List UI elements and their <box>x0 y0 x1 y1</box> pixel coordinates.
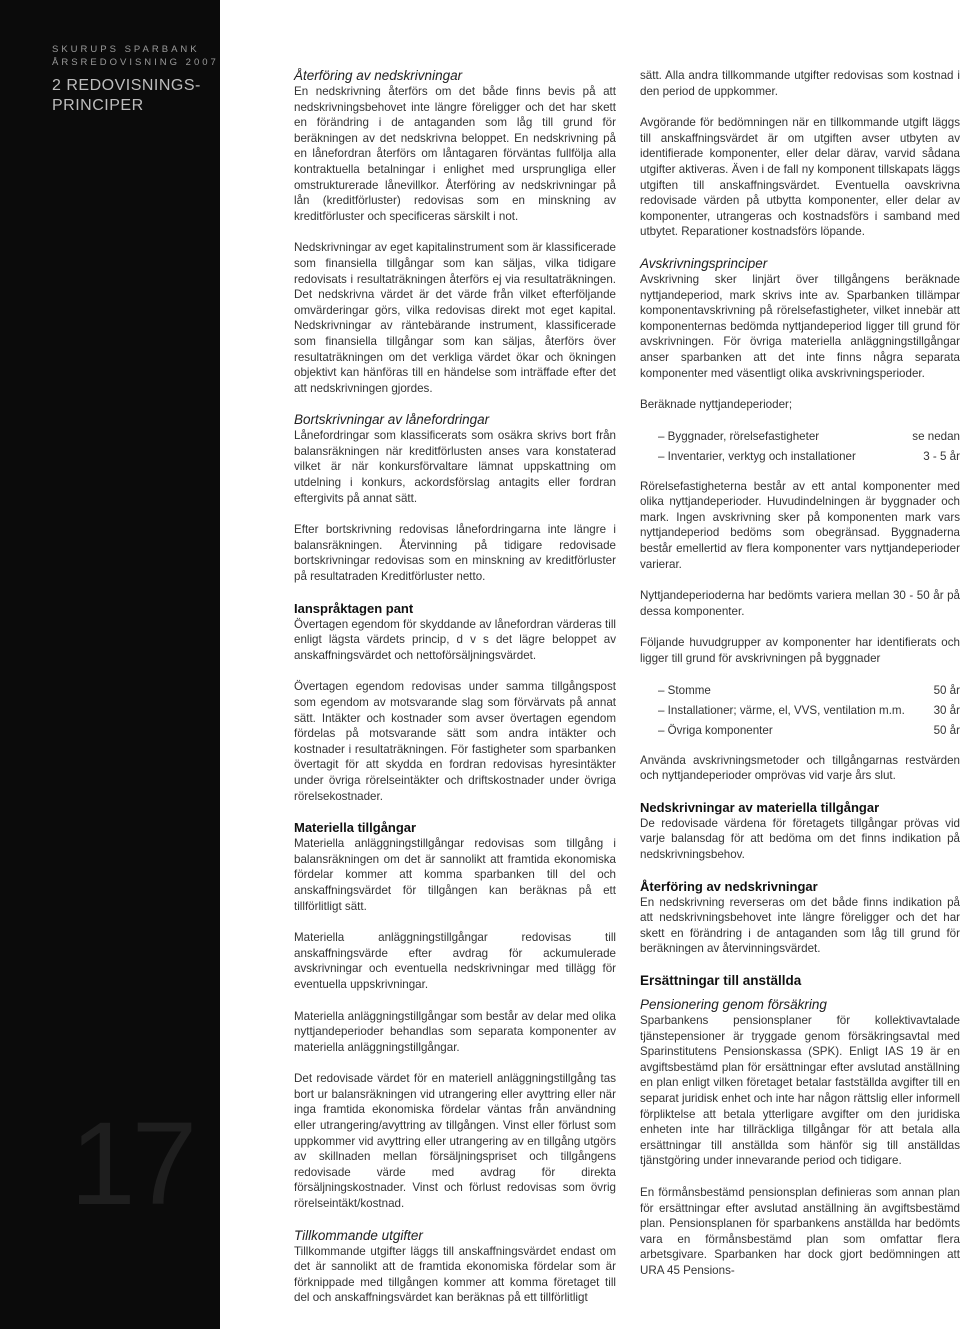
paragraph: Materiella anläggningstillgångar som består av delar med olika nyttjandeperioder behandlas som separata komponenter av materiella anläggningstillgångar. <box>294 1009 616 1054</box>
paragraph: Använda avskrivningsmetoder och tillgångarnas restvärden och nyttjandeperioder omprövas vid varje års slut. <box>640 753 960 783</box>
heading-aterforing-nedskrivningar: Återföring av nedskrivningar <box>294 68 463 83</box>
page-number: 17 <box>70 1098 194 1230</box>
chapter-title-line2: PRINCIPER <box>52 97 144 114</box>
paragraph: sätt. Alla andra tillkommande utgifter redovisas som kostnad i den period de uppkommer. <box>640 69 960 98</box>
paragraph: Lånefordringar som klassificerats som osäkra skrivs bort från balansräkningen när kreditförlusten anses vara konstaterad vilket är när konkursförvaltare lämnat uppskattning om utdelning i konkurs, ackordsförslag antagits eller fordran eftergivits på annat sätt. <box>294 429 616 505</box>
chapter-title-line1: 2 REDOVISNINGS- <box>52 77 201 94</box>
list-item <box>640 703 960 719</box>
list-item-label: – Inventarier, verktyg och installationer <box>658 449 856 463</box>
heading-bortskrivningar: Bortskrivningar av lånefordringar <box>294 412 490 428</box>
list-item-label: – Övriga komponenter <box>658 723 773 737</box>
heading-ersattningar-anstallda: Ersättningar till anställda <box>640 972 802 988</box>
paragraph: De redovisade värdena för företagets tillgångar prövas vid varje balansdag för att bedöma om det finns indikation på nedskrivningsbehov. <box>640 816 960 861</box>
heading-aterforing-nedskrivningar-2: Återföring av nedskrivningar <box>640 878 818 894</box>
heading-tillkommande-utgifter: Tillkommande utgifter <box>294 1227 423 1243</box>
list-item-value: 3 - 5 år <box>923 449 960 463</box>
heading-materiella-tillgangar: Materiella tillgångar <box>294 820 417 836</box>
list-item-value: se nedan <box>912 429 960 443</box>
paragraph: Nedskrivningar av eget kapitalinstrument som är klassificerade som finansiella tillgångar som kan säljas, vilka tidigare redovisats i resultaträkningen återförs ej via resultaträkningen. Det nedskrivna värdet är det värde från vilket efterföljande omvärderingar görs, vilka redovisas direkt mot eget kapital. Nedskrivningar av räntebärande instrument, klassificerade som finansiella tillgångar som kan säljas, återförs över resultaträkningen om det verkliga värdet ökar och ökningen objektivt kan hänföras till en händelse som inträffade efter det att nedskrivningen gjordes. <box>294 241 616 395</box>
paragraph: Tillkommande utgifter läggs till anskaffningsvärdet endast om det är sannolikt att de framtida ekonomiska fördelar som är förknippade med tillgången kommer att komma företaget till del och anskaffningsvärdet kan beräknas på ett tillförlitligt <box>294 1244 616 1305</box>
paragraph: Avgörande för bedömningen när en tillkommande utgift läggs till anskaffningsvärdet är om utgiften avser utbyten av identifierade komponenter, eller delar därav, varvid sådana utgifter aktiveras. Även i de fall ny komponent tillskapats läggs utgiften till anskaffningsvärdet. Eventuella oavskrivna redovisade värden på utbytta komponenter, eller delar av komponenter, utrangeras och kostnadsförs i samband med utbytet. Reparationer kostnadsförs löpande. <box>640 116 960 239</box>
sidebar <box>0 0 220 1329</box>
component-list <box>640 683 960 739</box>
list-item-value: 50 år <box>933 683 960 697</box>
list-item <box>640 723 960 739</box>
paragraph: Avskrivning sker linjärt över tillgångens beräknade nyttjandeperiod, mark skrivs inte av. Sparbanken tillämpar komponentavskrivning på rörelsefastigheter, vilket innebär att komponenternas bedömda nyttjandeperiod ligger till grund för avskrivningen. För övriga materiella anläggningstillgångar anser sparbanken att det inte finns några separata komponenter med väsentligt olika avskrivningsperioder. <box>640 272 960 380</box>
list-item-label: – Byggnader, rörelsefastigheter <box>658 429 820 443</box>
chapter-title <box>52 76 201 116</box>
paragraph: Sparbankens pensionsplaner för kollektivavtalade tjänstepensioner är tryggade genom försäkringsavtal med Sparinstitutens Pensionskassa (SPK). Enligt IAS 19 är en avgiftsbestämd plan för ersättningar efter avslutad anställning en plan enligt vilken företaget betalar fastställda avgifter till en separat juridisk enhet och inte har någon rättslig eller informell förpliktelse att betala ytterligare avgifter om den juridiska enheten inte har tillräckliga tillgångar för att betala alla ersättningar till anställda som hänför sig till anställdas tjänstgöring under innevarande period och tidigare. <box>640 1013 960 1168</box>
heading-ianspraktagen-pant: Ianspråktagen pant <box>294 600 414 616</box>
list-item-value: 30 år <box>933 703 960 717</box>
paragraph: Materiella anläggningstillgångar redovisas till anskaffningsvärde efter avdrag för ackumulerade avskrivningar och eventuella nedskrivningar med tillägg för eventuella uppskrivningar. <box>294 931 616 991</box>
paragraph: Nyttjandeperioderna har bedömts variera mellan 30 - 50 år på dessa komponenter. <box>640 589 960 618</box>
paragraph: Övertagen egendom för skyddande av lånefordran värderas till enligt lägsta värdets princip, d v s det lägre beloppet av anskaffningsvärdet och nettoförsäljningsvärdet. <box>294 617 616 662</box>
paragraph: Följande huvudgrupper av komponenter har identifierats och ligger till grund för avskrivningen på byggnader <box>640 636 960 666</box>
paragraph: En nedskrivning reverseras om det både finns indikation på att nedskrivningsbehovet inte längre föreligger och det har skett en förändring i de antaganden som låg till grund för beräkningen av återvinningsvärdet. <box>640 895 960 956</box>
paragraph: En nedskrivning återförs om det både finns bevis på att nedskrivningsbehovet inte längre föreligger och det har skett en förändring i de antaganden som låg till grund för beräkningen av det nedskrivna beloppet. En nedskrivning på en lånefordran återförs om låntagaren förväntas fullfölja alla kontraktuella betalningar i enlighet med ursprungliga eller omstrukturerade lånevillkor. Återföring av nedskrivningar på lån (kreditförluster) redovisas som en minskning av kreditförluster och specificeras särskilt i not. <box>294 85 616 223</box>
heading-avskrivningsprinciper: Avskrivningsprinciper <box>640 255 768 271</box>
list-item <box>640 683 960 699</box>
list-item-value: 50 år <box>933 723 960 737</box>
paragraph: Övertagen egendom redovisas under samma tillgångspost som egendom av motsvarande slag som förvärvats på annat sätt. Intäkter och kostnader som avser övertagen egendom fördelas på motsvarande sätt som andra intäkter och kostnader i resultaträkningen. För fastigheter som sparbanken övertagit för att skydda en fordran redovisas hyresintäkter under övriga rörelseintäkter och driftskostnader under övriga rörelsekostnader. <box>294 680 616 803</box>
list-item-label: – Stomme <box>658 683 711 697</box>
paragraph: Materiella anläggningstillgångar redovisas som tillgång i balansräkningen om det är sannolikt att framtida ekonomiska fördelar kommer att komma sparbanken till del och anskaffningsvärdet för tillgången kan beräknas på ett tillförlitligt sätt. <box>294 837 616 913</box>
paragraph: Rörelsefastigheterna består av ett antal komponenter med olika nyttjandeperioder. Huvudindelningen är byggnader och mark. Ingen avskrivning sker på komponenten mark vars nyttjandeperiod bedöms som obegränsad. Byggnaderna består emellertid av flera komponenter vars nyttjandeperioder varierar. <box>640 479 960 571</box>
list-item <box>640 449 960 465</box>
report-year: ÅRSREDOVISNING 2007 <box>52 57 219 68</box>
text-column-left <box>294 68 616 1322</box>
paragraph: En förmånsbestämd pensionsplan definieras som annan plan för ersättningar efter avslutad anställning än avgiftsbestämd plan. Pensionsplanen för sparbankens anställda har bedömts vara en förmånsbestämd plan som omfattar flera arbetsgivare. Sparbanken har dock gjort bedömningen att URA 45 Pensions- <box>640 1185 960 1277</box>
text-column-right <box>640 68 960 1294</box>
paragraph: Efter bortskrivning redovisas lånefordringarna inte längre i balansräkningen. Återvinning på tidigare redovisade bortskrivningar redovisas som en minskning av kreditförluster på resultatraden Kreditförluster netto. <box>294 523 616 584</box>
paragraph: Det redovisade värdet för en materiell anläggningstillgång tas bort ur balansräkningen vid utrangering eller avyttring eller när inga framtida ekonomiska fördelar väntas från användning eller utrangering/avyttring av tillgången. Vinst eller förlust som uppkommer vid avyttring eller utrangering av en tillgång utgörs av skillnaden mellan försäljningspriset och tillgångens redovisade värde med avdrag för direkta försäljningskostnader. Vinst och förlust redovisas som övrig rörelseintäkt/kostnad. <box>294 1072 616 1211</box>
list-item-label: – Installationer; värme, el, VVS, ventilation m.m. <box>658 703 905 717</box>
heading-nedskrivningar-materiella: Nedskrivningar av materiella tillgångar <box>640 799 880 815</box>
heading-pensionering: Pensionering genom försäkring <box>640 996 827 1012</box>
paragraph: Beräknade nyttjandeperioder; <box>640 398 793 412</box>
list-item <box>640 429 960 445</box>
useful-life-list <box>640 429 960 465</box>
bank-name: SKURUPS SPARBANK <box>52 44 200 55</box>
